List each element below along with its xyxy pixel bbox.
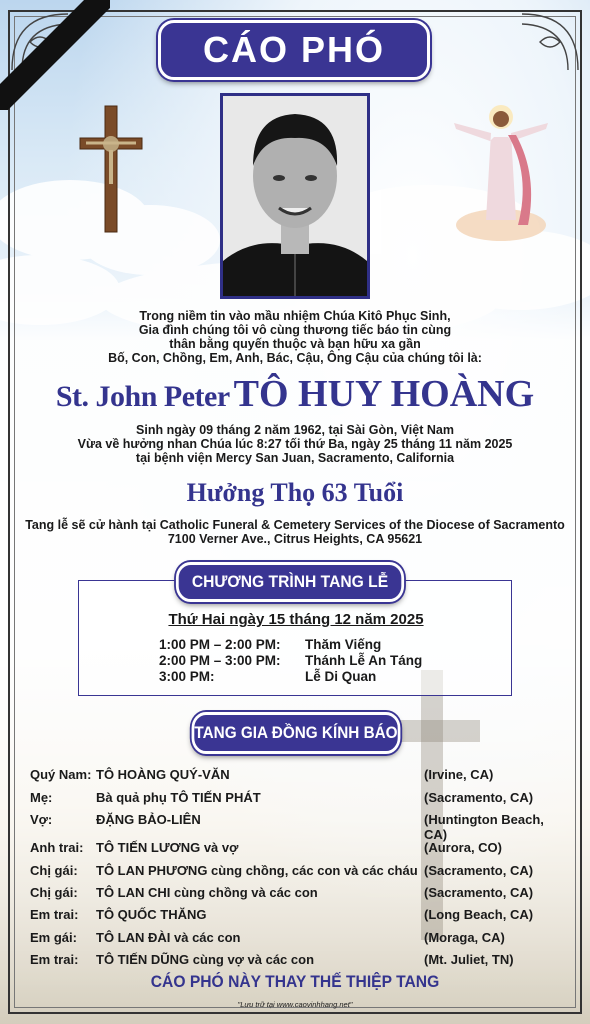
program-event: Thăm Viếng (305, 637, 382, 652)
program-item (159, 653, 422, 668)
member-location: (Aurora, CO) (424, 840, 502, 855)
program-time: 3:00 PM: (159, 669, 215, 684)
program-time: 1:00 PM – 2:00 PM: (159, 637, 281, 652)
member-location: (Mt. Juliet, TN) (424, 952, 514, 967)
crucifix-icon (78, 104, 144, 234)
program-item (159, 669, 376, 684)
relation: Em trai: (30, 952, 79, 967)
relation: Mẹ: (30, 790, 53, 805)
page-title: CÁO PHÓ (158, 20, 430, 80)
relation: Em gái: (30, 930, 77, 945)
relation: Chị gái: (30, 863, 78, 878)
program-event: Thánh Lễ An Táng (305, 653, 423, 668)
relation: Quý Nam: (30, 767, 92, 782)
relation: Anh trai: (30, 840, 84, 855)
member-location: (Huntington Beach, CA) (424, 812, 544, 842)
mourning-ribbon (0, 0, 110, 110)
program-time: 2:00 PM – 3:00 PM: (159, 653, 281, 668)
program-date: Thứ Hai ngày 15 tháng 12 năm 2025 (168, 611, 424, 628)
relation: Chị gái: (30, 885, 78, 900)
member-location: (Sacramento, CA) (424, 863, 534, 878)
age-text: Hưởng Thọ 63 Tuổi (186, 478, 404, 507)
member-name: TÔ TIẾN LƯƠNG và vợ (96, 840, 239, 855)
funeral-address: 7100 Verner Ave., Citrus Heights, CA 95621 (167, 532, 423, 546)
intro-line: Bố, Con, Chồng, Em, Anh, Bác, Cậu, Ông Cậu của chúng tôi là: (108, 351, 482, 365)
member-name: TÔ LAN ĐÀI và các con (96, 930, 241, 945)
family-name: TÔ HUY HOÀNG (233, 373, 535, 415)
corner-ornament-icon (520, 12, 580, 72)
program-heading: CHƯƠNG TRÌNH TANG LỄ (176, 562, 404, 602)
member-name: TÔ TIẾN DŨNG cùng vợ và các con (96, 952, 315, 967)
member-location: (Sacramento, CA) (424, 790, 534, 805)
member-name: TÔ HOÀNG QUÝ-VĂN (96, 767, 230, 782)
member-name: ĐẶNG BẢO-LIÊN (96, 812, 201, 827)
intro-line: thân bằng quyến thuộc và bạn hữu xa gần (169, 337, 421, 351)
birth-details: Sinh ngày 09 tháng 2 năm 1962, tại Sài Gòn, Việt Nam (136, 423, 454, 437)
portrait-photo (220, 93, 370, 299)
member-location: (Irvine, CA) (424, 767, 494, 782)
death-details: Vừa về hưởng nhan Chúa lúc 8:27 tối thứ Ba, ngày 25 tháng 11 năm 2025 (77, 437, 513, 451)
program-item (159, 637, 381, 652)
footer-archive-note: "Lưu trữ tại www.caovinhhang.net" (237, 1000, 353, 1009)
closing-statement: CÁO PHÓ NÀY THAY THẾ THIỆP TANG (150, 972, 440, 991)
christian-name: St. John Peter (55, 380, 230, 413)
deceased-name (0, 372, 590, 416)
member-name: TÔ QUỐC THĂNG (96, 907, 207, 922)
member-location: (Sacramento, CA) (424, 885, 534, 900)
member-name: Bà quả phụ TÔ TIẾN PHÁT (96, 790, 261, 805)
member-location: (Long Beach, CA) (424, 907, 534, 922)
member-location: (Moraga, CA) (424, 930, 505, 945)
death-place: tại bệnh viện Mercy San Juan, Sacramento, California (135, 451, 455, 465)
funeral-location: Tang lễ sẽ cử hành tại Catholic Funeral & Cemetery Services of the Diocese of Sacramento (25, 518, 565, 532)
program-event: Lễ Di Quan (305, 669, 377, 684)
member-name: TÔ LAN PHƯƠNG cùng chồng, các con và các cháu (96, 863, 418, 878)
intro-line: Trong niềm tin vào mầu nhiệm Chúa Kitô Phục Sinh, (139, 309, 451, 323)
relation: Vợ: (30, 812, 53, 827)
family-heading: TANG GIA ĐỒNG KÍNH BÁO (192, 712, 401, 754)
relation: Em trai: (30, 907, 79, 922)
member-name: TÔ LAN CHI cùng chồng và các con (96, 885, 318, 900)
risen-christ-icon (446, 95, 556, 245)
intro-line: Gia đình chúng tôi vô cùng thương tiếc báo tin cùng (138, 323, 452, 337)
